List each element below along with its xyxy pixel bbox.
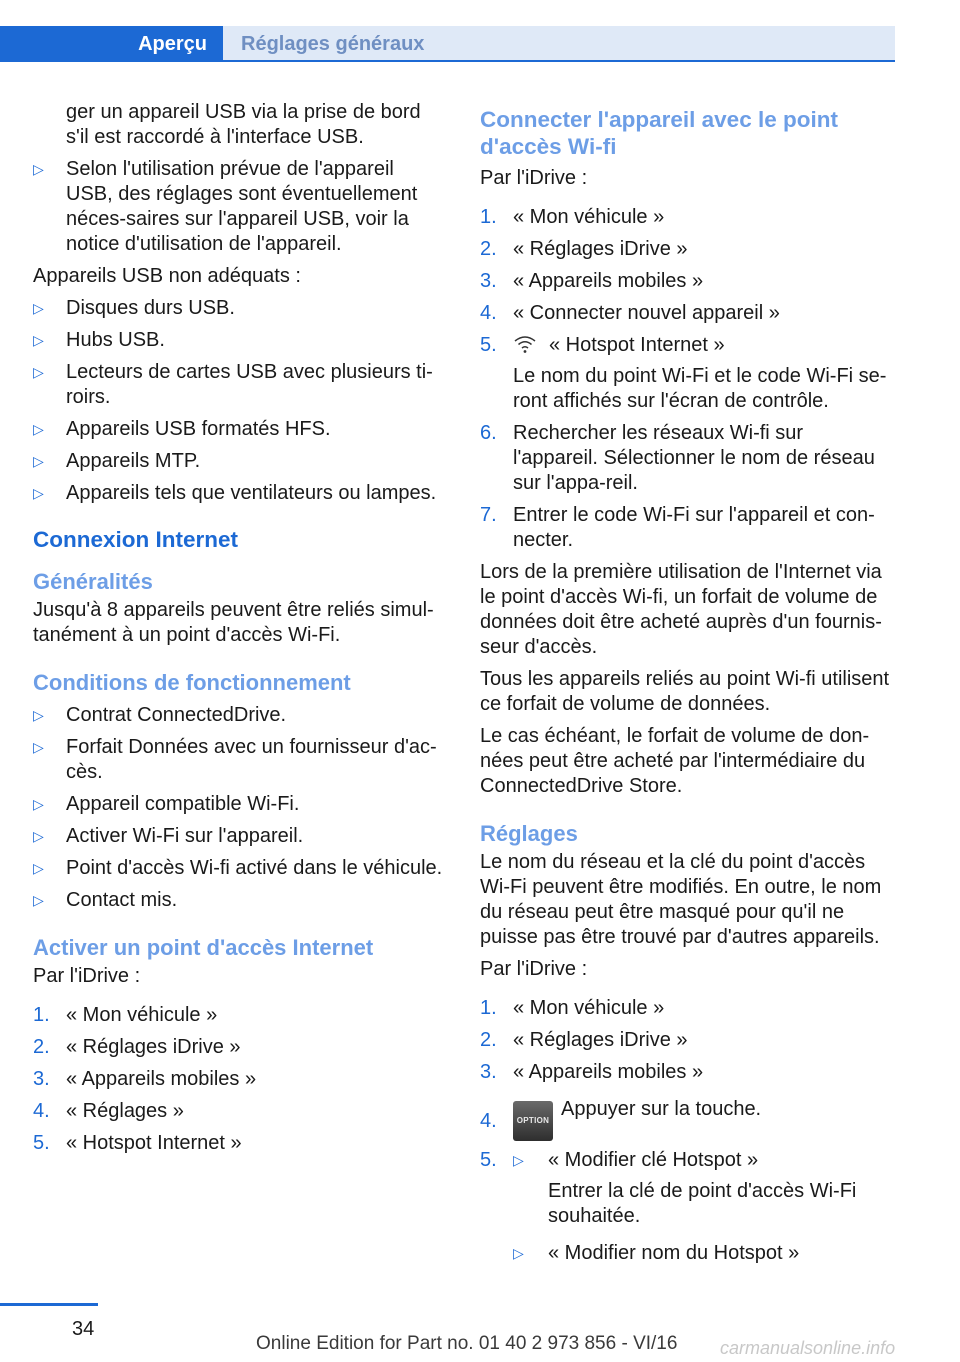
step-item bbox=[480, 421, 890, 496]
step-number: 4. bbox=[480, 1110, 497, 1132]
step-subtext: Le nom du point Wi-Fi et le code Wi-Fi se-ront affichés sur l'écran de contrôle. bbox=[513, 365, 887, 412]
triangle-bullet-icon: ▷ bbox=[33, 796, 44, 812]
list-item-text: Hubs USB. bbox=[66, 329, 165, 351]
continued-paragraph: ger un appareil USB via la prise de bord s'il est raccordé à l'interface USB. bbox=[66, 101, 421, 148]
list-item bbox=[33, 703, 443, 728]
page-number: 34 bbox=[72, 1318, 95, 1340]
tab-apercu-label: Aperçu bbox=[138, 32, 207, 55]
connect-steps bbox=[480, 205, 890, 553]
left-column bbox=[33, 100, 443, 1163]
step-number: 2. bbox=[33, 1036, 50, 1058]
step-text: Appuyer sur la touche. bbox=[561, 1098, 762, 1120]
footer-divider bbox=[0, 1303, 98, 1306]
step-text: « Mon véhicule » bbox=[66, 1004, 218, 1026]
heading-generalites: Généralités bbox=[33, 569, 153, 594]
watermark: carmanualsonline.info bbox=[720, 1338, 896, 1358]
via-idrive-label: Par l'iDrive : bbox=[480, 958, 588, 980]
wifi-icon bbox=[513, 334, 537, 354]
list-item bbox=[33, 296, 443, 321]
via-idrive-label: Par l'iDrive : bbox=[480, 167, 588, 189]
step-item bbox=[33, 1067, 443, 1092]
heading-connexion-internet: Connexion Internet bbox=[33, 527, 239, 552]
step-number: 6. bbox=[480, 422, 497, 444]
shared-plan-paragraph: Tous les appareils reliés au point Wi-fi utilisent ce forfait de volume de données. bbox=[480, 668, 890, 715]
list-item bbox=[33, 328, 443, 353]
step-text: « Réglages iDrive » bbox=[513, 238, 688, 260]
heading-conditions: Conditions de fonctionnement bbox=[33, 670, 351, 695]
list-item-text: Lecteurs de cartes USB avec plusieurs ti-roirs. bbox=[66, 361, 433, 408]
option-button-icon: OPTION bbox=[513, 1101, 553, 1141]
list-item bbox=[33, 888, 443, 913]
conditions-list bbox=[33, 703, 443, 913]
step-number: 1. bbox=[480, 997, 497, 1019]
activate-steps bbox=[33, 1003, 443, 1156]
triangle-bullet-icon: ▷ bbox=[33, 892, 44, 908]
triangle-bullet-icon: ▷ bbox=[33, 707, 44, 723]
step-number: 5. bbox=[480, 334, 497, 356]
list-item bbox=[33, 824, 443, 849]
step-text: Entrer le code Wi-Fi sur l'appareil et con-necter. bbox=[513, 504, 875, 551]
list-item-text: Contact mis. bbox=[66, 889, 178, 911]
list-item-text: Appareils MTP. bbox=[66, 450, 201, 472]
store-paragraph: Le cas échéant, le forfait de volume de don-nées peut être acheté par l'intermédiaire du ConnectedDrive Store. bbox=[480, 725, 870, 797]
list-item-text: « Modifier nom du Hotspot » bbox=[548, 1242, 800, 1264]
triangle-bullet-icon: ▷ bbox=[33, 860, 44, 876]
step-text: « Mon véhicule » bbox=[513, 206, 665, 228]
list-item bbox=[33, 735, 443, 785]
list-item bbox=[513, 1241, 890, 1266]
triangle-bullet-icon: ▷ bbox=[33, 485, 44, 501]
step-number: 3. bbox=[480, 1061, 497, 1083]
step-number: 3. bbox=[33, 1068, 50, 1090]
step-item bbox=[480, 1148, 890, 1266]
tab-reglages-label: Réglages généraux bbox=[241, 32, 425, 55]
step-item bbox=[480, 1097, 890, 1141]
step-item bbox=[480, 205, 890, 230]
step-number: 1. bbox=[480, 206, 497, 228]
settings-paragraph: Le nom du réseau et la clé du point d'accès Wi-Fi peuvent être modifiés. En outre, le nom du réseau peut être masqué pour qu'il ne puisse pas être trouvé par d'autres appareils. bbox=[480, 851, 882, 948]
triangle-bullet-icon: ▷ bbox=[33, 300, 44, 316]
triangle-bullet-icon: ▷ bbox=[33, 453, 44, 469]
list-item bbox=[33, 481, 443, 506]
edition-text: Online Edition for Part no. 01 40 2 973 856 - VI/16 bbox=[256, 1333, 678, 1354]
step-item bbox=[480, 503, 890, 553]
right-column bbox=[480, 100, 890, 1273]
triangle-bullet-icon: ▷ bbox=[33, 421, 44, 437]
step-item bbox=[33, 1131, 443, 1156]
tab-apercu[interactable] bbox=[0, 26, 223, 62]
step-number: 5. bbox=[33, 1132, 50, 1154]
list-item-text: Activer Wi-Fi sur l'appareil. bbox=[66, 825, 304, 847]
hotspot-options-list bbox=[513, 1148, 890, 1266]
unsuitable-intro: Appareils USB non adéquats : bbox=[33, 265, 301, 287]
list-item-text: Appareils tels que ventilateurs ou lampes. bbox=[66, 482, 437, 504]
step-number: 3. bbox=[480, 270, 497, 292]
list-item bbox=[33, 856, 443, 881]
list-item bbox=[33, 792, 443, 817]
step-number: 5. bbox=[480, 1149, 497, 1171]
list-item bbox=[33, 157, 443, 257]
list-item-text: Contrat ConnectedDrive. bbox=[66, 704, 287, 726]
list-item-text: Point d'accès Wi-fi activé dans le véhicule. bbox=[66, 857, 443, 879]
list-item-subtext: Entrer la clé de point d'accès Wi-Fi souhaitée. bbox=[548, 1180, 857, 1227]
step-number: 2. bbox=[480, 238, 497, 260]
settings-steps bbox=[480, 996, 890, 1266]
data-plan-paragraph: Lors de la première utilisation de l'Internet via le point d'accès Wi-fi, un forfait de volume de données doit être acheté auprès d'un fournis-seur d'accès. bbox=[480, 561, 882, 658]
list-item bbox=[33, 417, 443, 442]
list-item-text: « Modifier clé Hotspot » bbox=[548, 1149, 759, 1171]
triangle-bullet-icon: ▷ bbox=[33, 828, 44, 844]
triangle-bullet-icon: ▷ bbox=[33, 161, 44, 177]
triangle-bullet-icon: ▷ bbox=[33, 739, 44, 755]
heading-activer-hotspot: Activer un point d'accès Internet bbox=[33, 935, 374, 960]
list-item-text: Appareils USB formatés HFS. bbox=[66, 418, 331, 440]
step-text: Rechercher les réseaux Wi-fi sur l'appareil. Sélectionner le nom de réseau sur l'appa-reil. bbox=[513, 422, 875, 494]
triangle-bullet-icon: ▷ bbox=[33, 364, 44, 380]
step-item bbox=[480, 269, 890, 294]
header-divider bbox=[0, 60, 895, 62]
step-item bbox=[480, 996, 890, 1021]
step-text: « Appareils mobiles » bbox=[66, 1068, 257, 1090]
via-idrive-label: Par l'iDrive : bbox=[33, 965, 141, 987]
list-item-text: Appareil compatible Wi-Fi. bbox=[66, 793, 300, 815]
step-number: 4. bbox=[33, 1100, 50, 1122]
step-number: 7. bbox=[480, 504, 497, 526]
list-item bbox=[33, 360, 443, 410]
step-item bbox=[33, 1003, 443, 1028]
step-text: « Appareils mobiles » bbox=[513, 1061, 704, 1083]
triangle-bullet-icon: ▷ bbox=[513, 1245, 524, 1261]
step-item bbox=[33, 1099, 443, 1124]
step-text: « Connecter nouvel appareil » bbox=[513, 302, 780, 324]
step-text: « Réglages iDrive » bbox=[513, 1029, 688, 1051]
heading-reglages: Réglages bbox=[480, 821, 578, 846]
step-text: « Mon véhicule » bbox=[513, 997, 665, 1019]
list-item-text: Disques durs USB. bbox=[66, 297, 235, 319]
step-number: 4. bbox=[480, 302, 497, 324]
unsuitable-list bbox=[33, 296, 443, 506]
list-item bbox=[513, 1148, 890, 1229]
step-item bbox=[33, 1035, 443, 1060]
step-item bbox=[480, 301, 890, 326]
step-item bbox=[480, 1028, 890, 1053]
list-item bbox=[33, 449, 443, 474]
list-item-text: Forfait Données avec un fournisseur d'ac-cès. bbox=[66, 736, 437, 783]
step-item bbox=[480, 237, 890, 262]
step-text: « Réglages iDrive » bbox=[66, 1036, 241, 1058]
step-text: « Appareils mobiles » bbox=[513, 270, 704, 292]
triangle-bullet-icon: ▷ bbox=[33, 332, 44, 348]
heading-connecter-appareil: Connecter l'appareil avec le point d'accès Wi-fi bbox=[480, 107, 838, 159]
usb-note-list bbox=[33, 157, 443, 257]
step-text: « Hotspot Internet » bbox=[66, 1132, 242, 1154]
step-number: 1. bbox=[33, 1004, 50, 1026]
list-item-text: Selon l'utilisation prévue de l'appareil USB, des réglages sont éventuellement néces-saires sur l'appareil USB, voir la notice d'utilisation de l'appareil. bbox=[66, 158, 418, 255]
step-item bbox=[480, 333, 890, 414]
step-number: 2. bbox=[480, 1029, 497, 1051]
page-header bbox=[0, 0, 960, 62]
general-paragraph: Jusqu'à 8 appareils peuvent être reliés simul-tanément à un point d'accès Wi-Fi. bbox=[33, 599, 434, 646]
triangle-bullet-icon: ▷ bbox=[513, 1152, 524, 1168]
tab-reglages-generaux[interactable] bbox=[223, 26, 895, 62]
step-text: « Hotspot Internet » bbox=[549, 334, 725, 356]
step-text: « Réglages » bbox=[66, 1100, 184, 1122]
step-item bbox=[480, 1060, 890, 1085]
